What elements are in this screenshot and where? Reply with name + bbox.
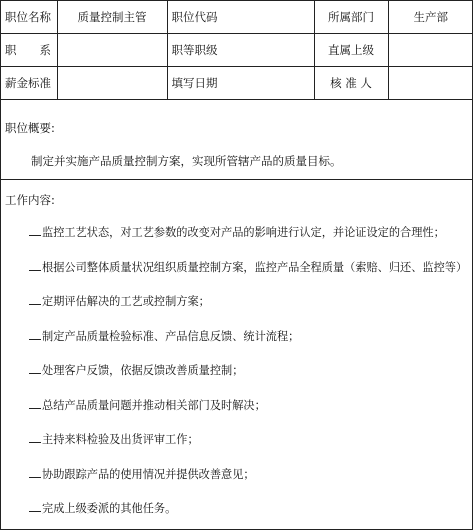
label-fill-date: 填写日期 [167, 67, 314, 100]
table-row [1, 34, 473, 67]
label-approver: 核 准 人 [314, 67, 388, 100]
duty-list [29, 216, 469, 527]
list-item: 完成上级委派的其他任务。 [29, 492, 469, 527]
value-approver [388, 67, 473, 100]
job-info-table [1, 1, 473, 100]
table-row [1, 1, 473, 34]
value-direct-superior [388, 34, 473, 67]
blank-line-marker [29, 329, 41, 340]
overview-text: 制定并实施产品质量控制方案，实现所管辖产品的质量目标。 [31, 154, 342, 168]
job-overview-section [1, 107, 473, 180]
label-job-title: 职位名称 [1, 1, 57, 34]
value-job-family [57, 34, 167, 67]
list-item: 协助跟踪产品的使用情况并提供改善意见； [29, 458, 469, 493]
list-item: 根据公司整体质量状况组织质量控制方案，监控产品全程质量（索赔、归还、监控等） [29, 251, 469, 286]
label-job-code: 职位代码 [167, 1, 314, 34]
blank-line-marker [29, 467, 41, 478]
list-item: 定期评估解决的工艺或控制方案； [29, 285, 469, 320]
value-department: 生产部 [388, 1, 473, 34]
label-job-family: 职 系 [1, 34, 57, 67]
value-job-title: 质量控制主管 [57, 1, 167, 34]
blank-line-marker [29, 398, 41, 409]
blank-line-marker [29, 432, 41, 443]
label-salary-standard: 薪金标准 [1, 67, 57, 100]
blank-line-marker [29, 260, 41, 271]
duties-title: 工作内容: [5, 193, 55, 207]
overview-title: 职位概要: [5, 121, 55, 135]
list-item: 处理客户反馈，依据反馈改善质量控制； [29, 354, 469, 389]
table-row [1, 67, 473, 100]
list-item: 制定产品质量检验标准、产品信息反馈、统计流程； [29, 320, 469, 355]
list-item: 监控工艺状态，对工艺参数的改变对产品的影响进行认定，并论证设定的合理性； [29, 216, 469, 251]
job-duties-section [1, 180, 473, 530]
blank-line-marker [29, 501, 41, 512]
label-job-grade: 职等职级 [167, 34, 314, 67]
label-department: 所属部门 [314, 1, 388, 34]
value-salary-standard [57, 67, 167, 100]
blank-line-marker [29, 294, 41, 305]
list-item: 主持来料检验及出货评审工作； [29, 423, 469, 458]
label-direct-superior: 直属上级 [314, 34, 388, 67]
list-item: 总结产品质量问题并推动相关部门及时解决； [29, 389, 469, 424]
blank-line-marker [29, 363, 41, 374]
blank-line-marker [29, 225, 41, 236]
